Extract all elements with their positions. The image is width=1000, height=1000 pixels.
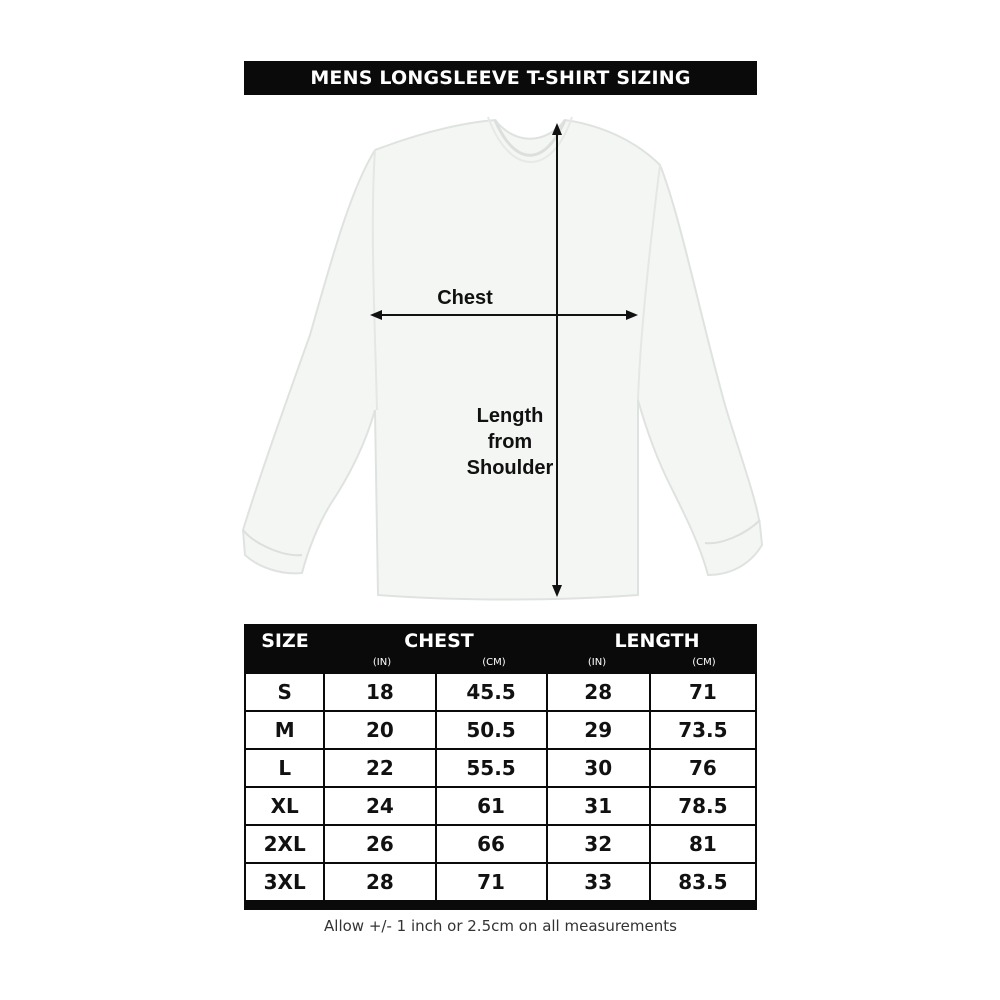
size-table bbox=[244, 624, 757, 910]
chest-in-cell: 20 bbox=[325, 712, 434, 748]
subheader-chest-in: (IN) bbox=[372, 657, 392, 668]
measurement-note: Allow +/- 1 inch or 2.5cm on all measurements bbox=[324, 917, 677, 935]
length-cm-cell: 73.5 bbox=[651, 712, 755, 748]
size-cell: S bbox=[246, 674, 323, 710]
table-row bbox=[246, 826, 755, 862]
length-label-line2: from bbox=[487, 431, 533, 453]
table-row bbox=[246, 864, 755, 900]
chest-cm-cell: 71 bbox=[437, 864, 546, 900]
chest-cm-cell: 50.5 bbox=[437, 712, 546, 748]
subheader-chest-cm: (CM) bbox=[482, 657, 506, 668]
chest-in-cell: 26 bbox=[325, 826, 434, 862]
length-in-cell: 28 bbox=[548, 674, 649, 710]
chest-cm-cell: 55.5 bbox=[437, 750, 546, 786]
page-title: MENS LONGSLEEVE T-SHIRT SIZING bbox=[310, 67, 691, 89]
subheader-length-cm: (CM) bbox=[692, 657, 716, 668]
chest-cm-cell: 61 bbox=[437, 788, 546, 824]
length-label bbox=[455, 403, 565, 481]
length-in-cell: 31 bbox=[548, 788, 649, 824]
length-cm-cell: 83.5 bbox=[651, 864, 755, 900]
table-header bbox=[244, 624, 757, 674]
table-row bbox=[246, 788, 755, 824]
chest-in-cell: 18 bbox=[325, 674, 434, 710]
chest-in-cell: 24 bbox=[325, 788, 434, 824]
header-length: LENGTH bbox=[614, 630, 700, 652]
shirt-body bbox=[243, 120, 762, 600]
tshirt-icon bbox=[230, 105, 775, 605]
longsleeve-tshirt-illustration bbox=[230, 105, 775, 605]
chart-title-bar bbox=[244, 61, 757, 95]
length-in-cell: 29 bbox=[548, 712, 649, 748]
header-chest: CHEST bbox=[404, 630, 474, 652]
length-label-line1: Length bbox=[476, 405, 544, 427]
length-cm-cell: 81 bbox=[651, 826, 755, 862]
length-in-cell: 33 bbox=[548, 864, 649, 900]
subheader-length-in: (IN) bbox=[587, 657, 607, 668]
size-cell: XL bbox=[246, 788, 323, 824]
length-cm-cell: 71 bbox=[651, 674, 755, 710]
size-cell: M bbox=[246, 712, 323, 748]
table-body bbox=[246, 674, 755, 902]
size-cell: 3XL bbox=[246, 864, 323, 900]
length-in-cell: 30 bbox=[548, 750, 649, 786]
chest-in-cell: 22 bbox=[325, 750, 434, 786]
table-row bbox=[246, 712, 755, 748]
header-size: SIZE bbox=[261, 630, 309, 652]
chest-in-cell: 28 bbox=[325, 864, 434, 900]
length-in-cell: 32 bbox=[548, 826, 649, 862]
length-label-line3: Shoulder bbox=[466, 457, 554, 479]
length-cm-cell: 76 bbox=[651, 750, 755, 786]
chest-cm-cell: 66 bbox=[437, 826, 546, 862]
size-cell: L bbox=[246, 750, 323, 786]
length-cm-cell: 78.5 bbox=[651, 788, 755, 824]
table-row bbox=[246, 674, 755, 710]
chest-label: Chest bbox=[437, 287, 493, 309]
chest-cm-cell: 45.5 bbox=[437, 674, 546, 710]
table-row bbox=[246, 750, 755, 786]
size-cell: 2XL bbox=[246, 826, 323, 862]
